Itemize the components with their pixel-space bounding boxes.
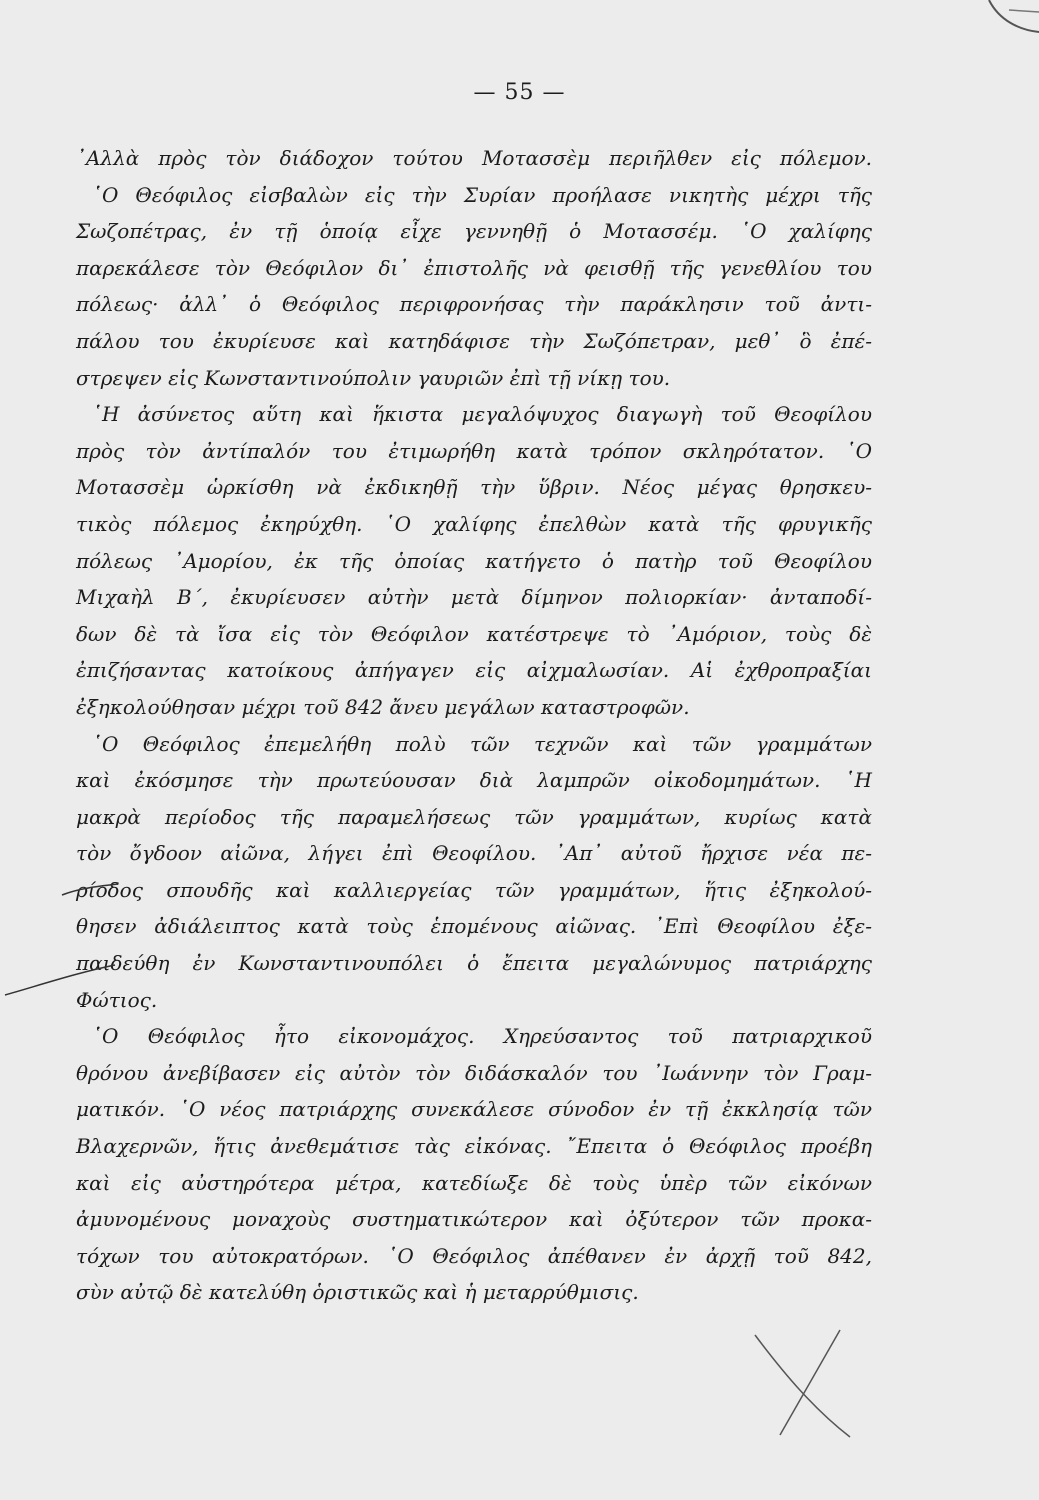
text-line: ῾Ο Θεόφιλος ἦτο εἰκονομάχος. Χηρεύσαντος τοῦ πατριαρχικοῦ xyxy=(92,1024,872,1049)
text-line: τόχων του αὐτοκρατόρων. ῾Ο Θεόφιλος ἀπέθανεν ἐν ἀρχῇ τοῦ 842, xyxy=(76,1243,872,1268)
text-line: θησεν ἀδιάλειπτος κατὰ τοὺς ἑπομένους αἰῶνας. ᾿Επὶ Θεοφίλου ἐξε- xyxy=(76,914,872,939)
text-line: παρεκάλεσε τὸν Θεόφιλον δι᾿ ἐπιστολῆς νὰ φεισθῇ τῆς γενεθλίου του xyxy=(76,255,872,280)
text-line: Φώτιος. xyxy=(76,987,158,1012)
text-line: δων δὲ τὰ ἴσα εἰς τὸν Θεόφιλον κατέστρεψε τὸ ᾿Αμόριον, τοὺς δὲ xyxy=(76,621,872,646)
text-line: στρεψεν εἰς Κωνσταντινούπολιν γαυριῶν ἐπὶ τῇ νίκῃ του. xyxy=(76,365,671,390)
text-line: ᾿Αλλὰ πρὸς τὸν διάδοχον τούτου Μοτασσὲμ περιῆλθεν εἰς πόλεμον. xyxy=(76,146,872,170)
body-text xyxy=(76,140,872,1311)
text-line: πάλου του ἐκυρίευσε καὶ κατηδάφισε τὴν Σωζόπετραν, μεθ᾿ ὃ ἐπέ- xyxy=(76,328,872,353)
text-line: Μιχαὴλ Β΄, ἐκυρίευσεν αὐτὴν μετὰ δίμηνον πολιορκίαν· ἀνταποδί- xyxy=(76,585,872,610)
text-line: καὶ ἐκόσμησε τὴν πρωτεύουσαν διὰ λαμπρῶν οἰκοδομημάτων. ῾Η xyxy=(76,768,872,793)
text-line: καὶ εἰς αὐστηρότερα μέτρα, κατεδίωξε δὲ τοὺς ὑπὲρ τῶν εἰκόνων xyxy=(76,1170,872,1195)
text-line: Μοτασσὲμ ὡρκίσθη νὰ ἐκδικηθῇ τὴν ὕβριν. Νέος μέγας θρησκευ- xyxy=(76,475,872,500)
text-line: παιδεύθη ἐν Κωνσταντινουπόλει ὁ ἔπειτα μεγαλώνυμος πατριάρχης xyxy=(76,951,872,976)
text-line: θρόνου ἀνεβίβασεν εἰς αὐτὸν τὸν διδάσκαλόν του ᾿Ιωάννην τὸν Γραμ- xyxy=(76,1060,872,1085)
text-line: πρὸς τὸν ἀντίπαλόν του ἐτιμωρήθη κατὰ τρόπον σκληρότατον. ῾Ο xyxy=(76,438,872,463)
text-line: ρίοδος σπουδῆς καὶ καλλιεργείας τῶν γραμμάτων, ἥτις ἐξηκολού- xyxy=(76,877,872,902)
text-line: ἐπιζήσαντας κατοίκους ἀπήγαγεν εἰς αἰχμαλωσίαν. Αἱ ἐχθροπραξίαι xyxy=(76,658,872,683)
page-number: — 55 — xyxy=(473,80,566,105)
text-line: ῾Η ἀσύνετος αὕτη καὶ ἥκιστα μεγαλόψυχος διαγωγὴ τοῦ Θεοφίλου xyxy=(92,402,872,427)
text-line: τικὸς πόλεμος ἐκηρύχθη. ῾Ο χαλίφης ἐπελθὼν κατὰ τῆς φρυγικῆς xyxy=(76,511,872,536)
text-line: σὺν αὐτῷ δὲ κατελύθη ὁριστικῶς καὶ ἡ μεταρρύθμισις. xyxy=(76,1280,639,1305)
text-line: μακρὰ περίοδος τῆς παραμελήσεως τῶν γραμμάτων, κυρίως κατὰ xyxy=(76,804,872,829)
text-line: Βλαχερνῶν, ἥτις ἀνεθεμάτισε τὰς εἰκόνας. ῎Επειτα ὁ Θεόφιλος προέβη xyxy=(76,1134,872,1159)
text-line: πόλεως· ἀλλ᾿ ὁ Θεόφιλος περιφρονήσας τὴν παράκλησιν τοῦ ἀντι- xyxy=(76,292,872,317)
margin-underline-mark xyxy=(60,880,120,900)
text-line: ἐξηκολούθησαν μέχρι τοῦ 842 ἄνευ μεγάλων καταστροφῶν. xyxy=(76,694,690,719)
text-line: ῾Ο Θεόφιλος ἐπεμελήθη πολὺ τῶν τεχνῶν καὶ τῶν γραμμάτων xyxy=(92,731,872,756)
text-line: Σωζοπέτρας, ἐν τῇ ὁποίᾳ εἶχε γεννηθῇ ὁ Μοτασσέμ. ῾Ο χαλίφης xyxy=(76,219,872,244)
page-corner-fold xyxy=(979,0,1039,55)
text-line: πόλεως ᾿Αμορίου, ἐκ τῆς ὁποίας κατήγετο ὁ πατὴρ τοῦ Θεοφίλου xyxy=(76,548,872,573)
text-line: ῾Ο Θεόφιλος εἰσβαλὼν εἰς τὴν Συρίαν προήλασε νικητὴς μέχρι τῆς xyxy=(92,182,872,207)
margin-pencil-line xyxy=(0,960,120,1000)
pencil-cross-mark xyxy=(745,1325,855,1445)
text-line: ἀμυνομένους μοναχοὺς συστηματικώτερον καὶ ὀξύτερον τῶν προκα- xyxy=(76,1207,872,1232)
text-line: ματικόν. ῾Ο νέος πατριάρχης συνεκάλεσε σύνοδον ἐν τῇ ἐκκλησίᾳ τῶν xyxy=(76,1097,872,1122)
text-line: τὸν ὄγδοον αἰῶνα, λήγει ἐπὶ Θεοφίλου. ᾿Απ᾿ αὐτοῦ ἤρχισε νέα πε- xyxy=(76,841,872,866)
